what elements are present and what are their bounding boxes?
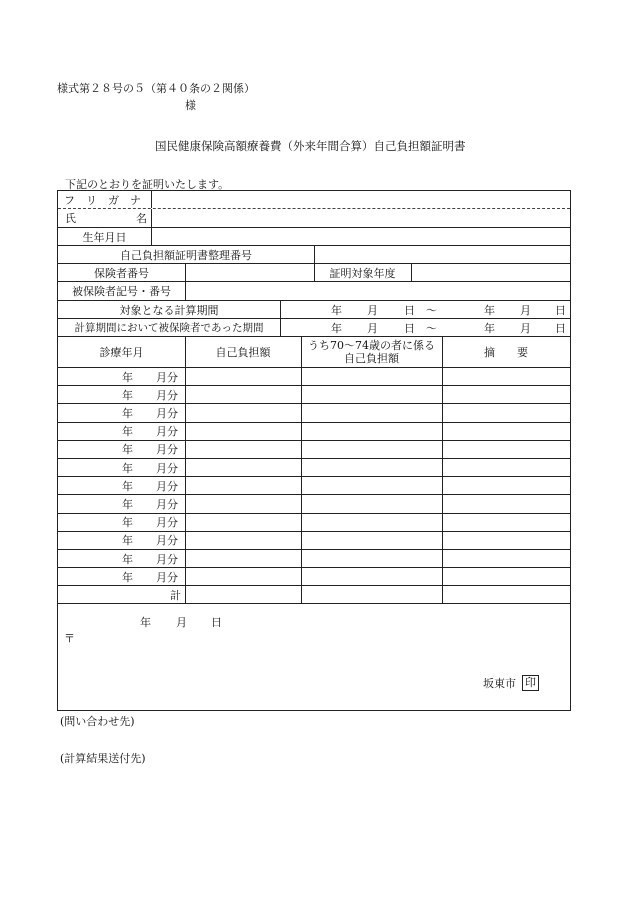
month-row-month: 月分 — [156, 406, 178, 420]
month-row-year: 年 — [122, 425, 133, 439]
insured-symbol-row — [58, 282, 570, 301]
name-label-second: 名 — [136, 212, 147, 225]
total-label: 計 — [170, 588, 181, 602]
postal-mark: 〒 — [64, 632, 75, 645]
month-row — [58, 550, 570, 568]
issue-day: 日 — [211, 616, 222, 629]
month-row-month: 月分 — [156, 388, 178, 402]
inquiry-label: (問い合わせ先) — [60, 715, 135, 728]
document-title: 国民健康保険高額療養費（外来年間合算）自己負担額証明書 — [155, 139, 466, 153]
month-row-month: 月分 — [156, 516, 178, 530]
month-row-month: 月分 — [156, 479, 178, 493]
period-end-year: 年 — [484, 303, 495, 317]
col-month-header: 診療年月 — [99, 346, 144, 359]
total-row — [58, 586, 570, 604]
col-age-header-line1: うち70～74歳の者に係る — [308, 339, 435, 352]
furigana-label: フ リ ガ ナ — [64, 193, 141, 207]
month-row-month: 月分 — [156, 461, 178, 475]
month-row — [58, 495, 570, 513]
insurer-number-row — [58, 264, 570, 282]
form-number: 様式第２８号の５（第４０条の２関係） — [57, 82, 255, 95]
intro-text: 下記のとおりを証明いたします。 — [65, 178, 230, 191]
month-row — [58, 423, 570, 441]
cert-number-row — [58, 246, 570, 264]
month-row-year: 年 — [122, 443, 133, 457]
insured-end-day: 日 — [555, 321, 566, 335]
month-row-year: 年 — [122, 406, 133, 420]
month-row — [58, 532, 570, 550]
issue-month: 月 — [176, 616, 187, 629]
furigana-row — [58, 191, 570, 209]
issuer-city: 坂東市 — [483, 677, 516, 690]
month-row-year: 年 — [122, 370, 133, 384]
insured-start-month: 月 — [367, 321, 378, 335]
month-row-year: 年 — [122, 497, 133, 511]
month-row-year: 年 — [122, 516, 133, 530]
insured-end-month: 月 — [520, 321, 531, 335]
insured-start-year: 年 — [331, 321, 342, 335]
certificate-table — [57, 190, 571, 711]
month-row — [58, 368, 570, 386]
insured-tilde: ～ — [426, 321, 437, 335]
insured-period-row — [58, 319, 570, 337]
month-row-month: 月分 — [156, 443, 178, 457]
cert-number-label: 自己負担額証明書整理番号 — [120, 248, 252, 262]
month-row-month: 月分 — [156, 552, 178, 566]
month-row-year: 年 — [122, 552, 133, 566]
period-start-day: 日 — [404, 303, 415, 317]
birthdate-row — [58, 228, 570, 246]
month-row — [58, 459, 570, 477]
month-row-month: 月分 — [156, 370, 178, 384]
month-row — [58, 477, 570, 495]
column-header-row — [58, 337, 570, 368]
period-tilde: ～ — [426, 303, 437, 317]
col-self-pay-header: 自己負担額 — [215, 346, 271, 359]
period-end-month: 月 — [520, 303, 531, 317]
period-end-day: 日 — [555, 303, 566, 317]
period-row — [58, 301, 570, 319]
month-row — [58, 404, 570, 422]
target-year-label: 証明対象年度 — [329, 266, 396, 280]
month-row — [58, 441, 570, 459]
name-row — [58, 209, 570, 228]
month-row-year: 年 — [122, 534, 133, 548]
birthdate-label: 生年月日 — [82, 230, 127, 244]
insured-symbol-label: 被保険者記号・番号 — [72, 285, 171, 298]
month-row-year: 年 — [122, 570, 133, 584]
period-label: 対象となる計算期間 — [119, 303, 219, 317]
period-start-month: 月 — [367, 303, 378, 317]
month-row-year: 年 — [122, 479, 133, 493]
month-row — [58, 514, 570, 532]
month-row-year: 年 — [122, 388, 133, 402]
insured-period-label: 計算期間において被保険者であった期間 — [74, 322, 264, 334]
send-to-label: (計算結果送付先) — [60, 752, 146, 765]
addressee-honorific: 様 — [185, 99, 196, 112]
col-age-header — [301, 337, 442, 367]
month-row — [58, 568, 570, 586]
col-age-header-line2: 自己負担額 — [344, 352, 399, 365]
issuer-signature — [483, 675, 539, 691]
month-row-month: 月分 — [156, 570, 178, 584]
issue-year: 年 — [140, 616, 151, 629]
month-row-month: 月分 — [156, 425, 178, 439]
month-row-year: 年 — [122, 461, 133, 475]
insured-end-year: 年 — [484, 321, 495, 335]
month-row-month: 月分 — [156, 534, 178, 548]
month-row — [58, 386, 570, 404]
seal-stamp: 印 — [522, 675, 539, 691]
month-row-month: 月分 — [156, 497, 178, 511]
insured-start-day: 日 — [404, 321, 415, 335]
period-start-year: 年 — [331, 303, 342, 317]
insurer-number-label: 保険者番号 — [94, 266, 149, 280]
name-label-first: 氏 — [65, 212, 76, 225]
col-remarks-header: 摘 要 — [484, 346, 528, 359]
